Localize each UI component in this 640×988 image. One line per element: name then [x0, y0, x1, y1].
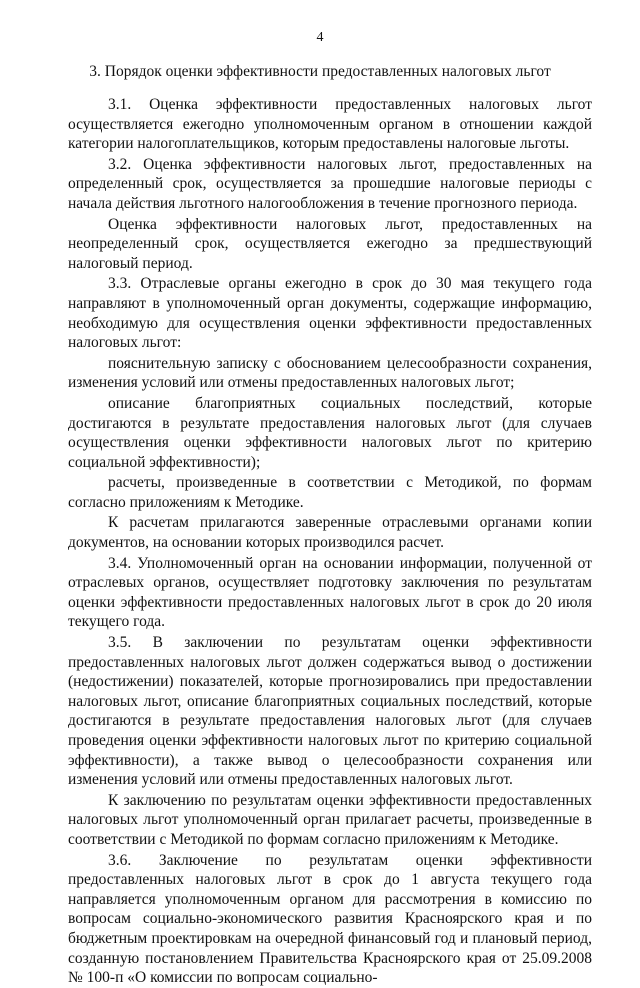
paragraph-3-4: 3.4. Уполномоченный орган на основании информации, полученной от отраслевых органов, осуществляет подготовку заключения по результатам оценки эффективности предоставленных налоговых льгот в срок до 20 июля текущего года.	[68, 554, 592, 631]
paragraph-attached-copies: К расчетам прилагаются заверенные отраслевыми органами копии документов, на основании которых производился расчет.	[68, 514, 592, 552]
list-item-calculations: расчеты, произведенные в соответствии с Методикой, по формам согласно приложениям к Методике.	[68, 474, 592, 511]
document-body	[68, 95, 592, 988]
paragraph-3-1: 3.1. Оценка эффективности предоставленных налоговых льгот осуществляется ежегодно уполномоченным органом в отношении каждой категории налогоплательщиков, которым предоставлены налоговые льготы.	[68, 96, 592, 153]
page-number: 4	[316, 30, 324, 45]
paragraph-indefinite-term: Оценка эффективности налоговых льгот, предоставленных на неопределенный срок, осуществляется ежегодно за предшествующий налоговый период.	[68, 215, 592, 272]
paragraph-conclusion-attachments: К заключению по результатам оценки эффективности предоставленных налоговых льгот уполномоченный орган прилагает расчеты, произведенные в соответствии с Методикой по формам согласно приложениям к Методике.	[68, 791, 592, 848]
list-item-explanatory-note: пояснительную записку с обоснованием целесообразности сохранения, изменения условий или отмены предоставленных налоговых льгот;	[68, 354, 592, 392]
paragraph-3-5: 3.5. В заключении по результатам оценки эффективности предоставленных налоговых льгот должен содержаться вывод о достижении (недостижении) показателей, которые прогнозировались при предоставлении налоговых льгот, описание благоприятных социальных последствий, которые достигаются в результате предоставления налоговых льгот (для случаев проведения оценки эффективности налоговых льгот по критерию социальной эффективности), а также вывод о целесообразности сохранения или изменения условий или отмены предоставленных налоговых льгот.	[68, 634, 592, 789]
list-item-social-consequences: описание благоприятных социальных последствий, которые достигаются в результате предоставления налоговых льгот (для случаев осуществления оценки эффективности налоговых льгот по критерию социальной эффективности);	[68, 394, 592, 471]
paragraph-3-3: 3.3. Отраслевые органы ежегодно в срок до 30 мая текущего года направляют в уполномоченный орган документы, содержащие информацию, необходимую для осуществления оценки эффективности предоставленных налоговых льгот:	[68, 275, 592, 352]
paragraph-3-6: 3.6. Заключение по результатам оценки эффективности предоставленных налоговых льгот в срок до 1 августа текущего года направляется уполномоченным органом для рассмотрения в комиссию по вопросам социально-экономического развития Красноярского края и по бюджетным проектировкам на очередной финансовый год и плановый период, созданную постановлением Правительства Красноярского края от 25.09.2008 № 100-п «О комиссии по вопросам социально-	[68, 851, 592, 987]
paragraph-3-2: 3.2. Оценка эффективности налоговых льгот, предоставленных на определенный срок, осуществляется за прошедшие налоговые периоды с начала действия льготного налогообложения в течение прогнозного периода.	[68, 155, 592, 212]
section-title: 3. Порядок оценки эффективности предоставленных налоговых льгот	[89, 63, 551, 80]
